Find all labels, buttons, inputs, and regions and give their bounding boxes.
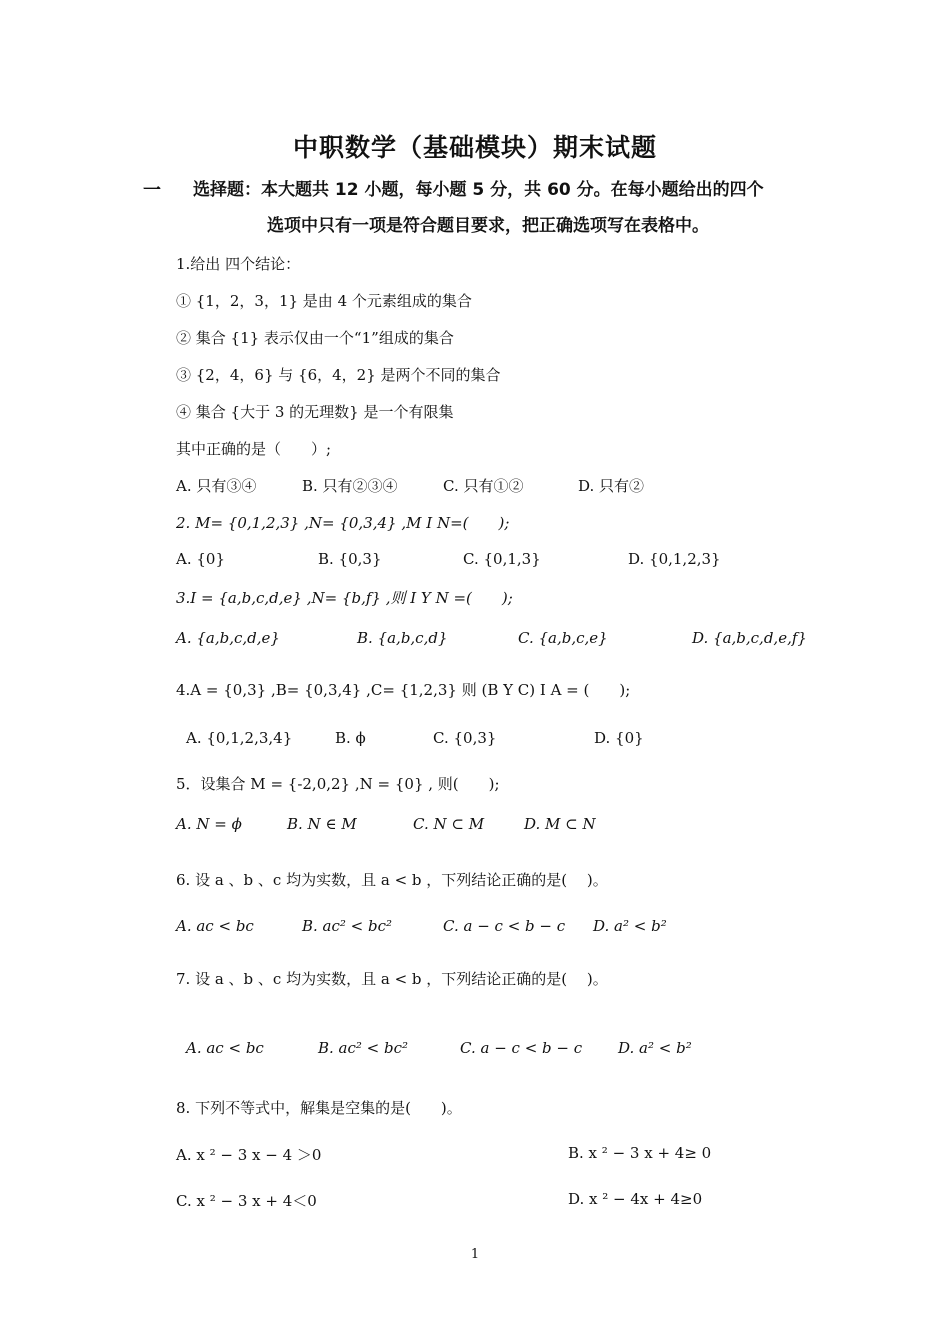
page-number: 1: [470, 1247, 480, 1262]
q1-question: 其中正确的是（ ）;: [176, 440, 332, 458]
q8-option-b: B. x ² − 3 x + 4≥ 0: [568, 1144, 712, 1162]
q1-statement-3: ③ {2，4，6} 与 {6，4，2} 是两个不同的集合: [176, 366, 501, 384]
q7-stem: 7. 设 a 、b 、c 均为实数，且 a < b ，下列结论正确的是( )。: [176, 970, 608, 988]
q2-option-c: C. {0,1,3}: [463, 550, 541, 568]
section-instruction-line-2: 选项中只有一项是符合题目要求，把正确选项写在表格中。: [267, 216, 709, 236]
q8-option-c: C. x ² − 3 x + 4＜0: [176, 1192, 317, 1210]
q7-option-d: D. a² < b²: [618, 1039, 692, 1057]
q5-option-d: D. M ⊂ N: [524, 815, 596, 833]
q3-option-a: A. {a,b,c,d,e}: [176, 629, 280, 647]
q5-stem: 5．设集合 M = {-2,0,2} ,N = {0} , 则( );: [176, 775, 500, 793]
q7-option-a: A. ac < bc: [186, 1039, 264, 1057]
q5-option-a: A. N = ϕ: [176, 815, 242, 833]
q1-statement-1: ① {1，2，3，1} 是由 4 个元素组成的集合: [176, 292, 472, 310]
q6-option-c: C. a − c < b − c: [443, 917, 566, 935]
q7-option-b: B. ac² < bc²: [318, 1039, 409, 1057]
q1-option-d: D. 只有②: [578, 477, 645, 495]
q2-stem: 2. M= {0,1,2,3} ,N= {0,3,4} ,M I N=( );: [176, 514, 510, 532]
q5-option-b: B. N ∈ M: [287, 815, 357, 833]
q1-statement-4: ④ 集合 {大于 3 的无理数} 是一个有限集: [176, 403, 454, 421]
page-title: 中职数学（基础模块）期末试题: [292, 133, 657, 162]
q6-option-b: B. ac² < bc²: [302, 917, 393, 935]
q1-option-b: B. 只有②③④: [302, 477, 398, 495]
q3-option-d: D. {a,b,c,d,e,f}: [692, 629, 807, 647]
q5-option-c: C. N ⊂ M: [413, 815, 485, 833]
q1-option-a: A. 只有③④: [176, 477, 257, 495]
q3-option-b: B. {a,b,c,d}: [357, 629, 448, 647]
q8-stem: 8. 下列不等式中，解集是空集的是( )。: [176, 1099, 462, 1117]
q6-option-d: D. a² < b²: [593, 917, 667, 935]
q4-option-b: B. ϕ: [335, 729, 366, 747]
q4-option-a: A. {0,1,2,3,4}: [186, 729, 293, 747]
q1-option-c: C. 只有①②: [443, 477, 524, 495]
section-number: 一: [143, 180, 161, 201]
q2-option-b: B. {0,3}: [318, 550, 382, 568]
q1-stem: 1.给出 四个结论：: [176, 255, 301, 273]
q3-option-c: C. {a,b,c,e}: [518, 629, 608, 647]
q4-stem: 4.A = {0,3} ,B= {0,3,4} ,C= {1,2,3} 则 (B Y C) I A = ( );: [176, 681, 631, 699]
section-instruction-line-1: 选择题：本大题共 12 小题，每小题 5 分，共 60 分。在每小题给出的四个: [193, 180, 764, 200]
q8-option-d: D. x ² − 4x + 4≥0: [568, 1190, 703, 1208]
q8-option-a: A. x ² − 3 x − 4 ＞0: [176, 1146, 322, 1164]
q4-option-c: C. {0,3}: [433, 729, 497, 747]
q6-stem: 6. 设 a 、b 、c 均为实数，且 a < b ，下列结论正确的是( )。: [176, 871, 608, 889]
q4-option-d: D. {0}: [594, 729, 644, 747]
q6-option-a: A. ac < bc: [176, 917, 254, 935]
q1-statement-2: ② 集合 {1} 表示仅由一个“1”组成的集合: [176, 329, 454, 347]
q2-option-d: D. {0,1,2,3}: [628, 550, 721, 568]
q7-option-c: C. a − c < b − c: [460, 1039, 583, 1057]
q3-stem: 3.I = {a,b,c,d,e} ,N= {b,f} ,则 I Y N =( );: [176, 589, 513, 607]
q2-option-a: A. {0}: [176, 550, 225, 568]
